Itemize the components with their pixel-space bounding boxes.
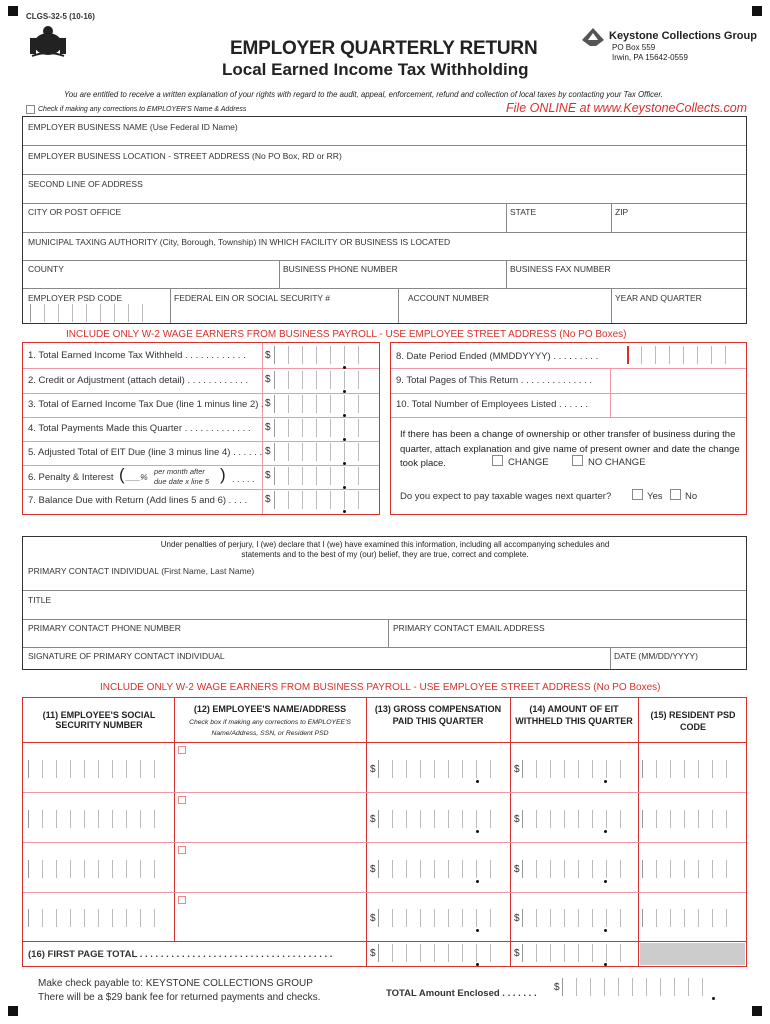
line-3-amount[interactable] bbox=[274, 395, 372, 413]
zip-field[interactable]: ZIP bbox=[615, 207, 629, 217]
total-enclosed-digits[interactable] bbox=[562, 978, 716, 996]
col-psd-header: (15) RESIDENT PSD CODE bbox=[650, 710, 736, 732]
yes-label: Yes bbox=[647, 491, 663, 502]
state-field[interactable]: STATE bbox=[510, 207, 537, 217]
business-name-field[interactable]: EMPLOYER BUSINESS NAME (Use Federal ID Name) bbox=[28, 122, 238, 132]
line-4-dollar: $ bbox=[265, 422, 271, 433]
federal-ein-field[interactable]: FEDERAL EIN OR SOCIAL SECURITY # bbox=[174, 293, 331, 303]
penalty-paren-right: ) bbox=[220, 465, 226, 484]
psd-digits[interactable] bbox=[642, 909, 740, 927]
registration-mark-br bbox=[752, 1006, 762, 1016]
line-9-label: 9. Total Pages of This Return . . . . . . . . . . . . . . bbox=[396, 375, 593, 386]
include-notice-1: INCLUDE ONLY W-2 WAGE EARNERS FROM BUSINESS PAYROLL - USE EMPLOYEE STREET ADDRESS (No PO Boxes) bbox=[66, 329, 627, 340]
business-location-field[interactable]: EMPLOYER BUSINESS LOCATION - STREET ADDRESS (No PO Box, RD or RR) bbox=[28, 151, 342, 161]
change-label: CHANGE bbox=[508, 457, 549, 468]
col-name-header: (12) EMPLOYEE'S NAME/ADDRESS bbox=[193, 704, 347, 714]
total-enclosed-label: TOTAL Amount Enclosed . . . . . . . bbox=[386, 988, 537, 999]
yes-checkbox[interactable] bbox=[632, 489, 643, 500]
form-title: EMPLOYER QUARTERLY RETURN bbox=[230, 38, 538, 59]
first-page-total-label: (16) FIRST PAGE TOTAL . . . . . . . . . . . . . . . . . . . . . . . . . . . . . . . . . . . . . bbox=[28, 949, 333, 960]
employer-corrections-checkbox[interactable] bbox=[26, 105, 35, 114]
penalty-note-1: per month after bbox=[154, 467, 205, 476]
no-checkbox[interactable] bbox=[670, 489, 681, 500]
total-eit-digits[interactable] bbox=[522, 944, 634, 962]
contact-email-field[interactable]: PRIMARY CONTACT EMAIL ADDRESS bbox=[393, 623, 545, 633]
corrections-note: Check if making any corrections to EMPLOYER'S Name & Address bbox=[38, 106, 247, 113]
primary-contact-field[interactable]: PRIMARY CONTACT INDIVIDUAL (First Name, Last Name) bbox=[28, 566, 255, 576]
employee-correction-checkbox[interactable] bbox=[178, 746, 186, 754]
change-checkbox[interactable] bbox=[492, 455, 503, 466]
eit-digits[interactable] bbox=[522, 909, 634, 927]
line-10-label: 10. Total Number of Employees Listed . . . . . . bbox=[396, 399, 589, 410]
psd-total-shaded bbox=[640, 943, 745, 965]
psd-code-field[interactable]: EMPLOYER PSD CODE bbox=[28, 293, 122, 303]
psd-digits[interactable] bbox=[642, 760, 740, 778]
signature-field[interactable]: SIGNATURE OF PRIMARY CONTACT INDIVIDUAL bbox=[28, 651, 225, 661]
line-1-label: 1. Total Earned Income Tax Withheld . . . . . . . . . . . . bbox=[28, 350, 246, 361]
state-seal-logo bbox=[26, 24, 70, 58]
eit-digits[interactable] bbox=[522, 860, 634, 878]
eit-dollar: $ bbox=[514, 764, 520, 775]
municipal-field[interactable]: MUNICIPAL TAXING AUTHORITY (City, Borough, Township) IN WHICH FACILITY OR BUSINESS IS LOCATED bbox=[28, 237, 451, 247]
gross-digits[interactable] bbox=[378, 760, 504, 778]
col-ssn-header: (11) EMPLOYEE'S SOCIAL SECURITY NUMBER bbox=[42, 710, 156, 730]
ownership-text: If there has been a change of ownership or other transfer of business during the quarter, attach explanation and give name of present owner and date the change took place. bbox=[400, 429, 740, 469]
psd-digits[interactable] bbox=[642, 860, 740, 878]
line-5-label: 5. Adjusted Total of EIT Due (line 3 minus line 4) . . . . . . bbox=[28, 447, 263, 458]
company-address-1: PO Box 559 bbox=[612, 43, 656, 52]
psd-digits[interactable] bbox=[642, 810, 740, 828]
eit-digits[interactable] bbox=[522, 810, 634, 828]
form-id: CLGS-32-5 (10-16) bbox=[26, 12, 95, 21]
line-1-dollar: $ bbox=[265, 350, 271, 361]
ssn-digits[interactable] bbox=[28, 810, 168, 828]
gross-dollar: $ bbox=[370, 764, 376, 775]
line-3-label: 3. Total of Earned Income Tax Due (line 1 minus line 2) . bbox=[28, 399, 264, 410]
line-5-amount[interactable] bbox=[274, 443, 372, 461]
gross-digits[interactable] bbox=[378, 909, 504, 927]
employee-correction-checkbox[interactable] bbox=[178, 796, 186, 804]
total-eit-dollar: $ bbox=[514, 948, 520, 959]
eit-digits[interactable] bbox=[522, 760, 634, 778]
registration-mark-tl bbox=[8, 6, 18, 16]
line-4-amount[interactable] bbox=[274, 419, 372, 437]
year-quarter-field[interactable]: YEAR AND QUARTER bbox=[615, 293, 702, 303]
penalty-percent: ___% bbox=[126, 472, 148, 482]
form-subtitle: Local Earned Income Tax Withholding bbox=[222, 60, 529, 79]
line-6-amount[interactable] bbox=[274, 467, 372, 485]
business-phone-field[interactable]: BUSINESS PHONE NUMBER bbox=[283, 264, 398, 274]
no-change-label: NO CHANGE bbox=[588, 457, 646, 468]
line-2-dollar: $ bbox=[265, 374, 271, 385]
line-7-dollar: $ bbox=[265, 494, 271, 505]
account-number-field[interactable]: ACCOUNT NUMBER bbox=[408, 293, 490, 303]
col-name-note: Check box if making any corrections to EMPLOYEE'S Name/Address, SSN, or Resident PSD bbox=[189, 719, 351, 737]
bank-fee-text: There will be a $29 bank fee for returned payments and checks. bbox=[38, 992, 321, 1003]
gross-digits[interactable] bbox=[378, 860, 504, 878]
gross-dollar: $ bbox=[370, 913, 376, 924]
penalty-paren-left: ( bbox=[119, 465, 125, 484]
line-6-label: 6. Penalty & Interest bbox=[28, 472, 114, 483]
col-eit-header: (14) AMOUNT OF EIT WITHHELD THIS QUARTER bbox=[515, 704, 633, 726]
no-change-checkbox[interactable] bbox=[572, 455, 583, 466]
psd-code-digits[interactable] bbox=[30, 304, 156, 320]
gross-dollar: $ bbox=[370, 864, 376, 875]
no-label: No bbox=[685, 491, 698, 502]
line-8-label: 8. Date Period Ended (MMDDYYYY) . . . . . . . . . bbox=[396, 351, 599, 362]
city-field[interactable]: CITY OR POST OFFICE bbox=[28, 207, 122, 217]
registration-mark-bl bbox=[8, 1006, 18, 1016]
file-online-link[interactable]: File ONLINE at www.KeystoneCollects.com bbox=[506, 101, 748, 115]
line-7-amount[interactable] bbox=[274, 491, 372, 509]
ssn-digits[interactable] bbox=[28, 760, 168, 778]
ssn-digits[interactable] bbox=[28, 909, 168, 927]
ssn-digits[interactable] bbox=[28, 860, 168, 878]
line-7-label: 7. Balance Due with Return (Add lines 5 and 6) . . . . bbox=[28, 495, 248, 506]
line-1-amount[interactable] bbox=[274, 346, 372, 364]
date-period-digits[interactable] bbox=[627, 346, 739, 364]
title-field[interactable]: TITLE bbox=[28, 595, 52, 605]
line-2-label: 2. Credit or Adjustment (attach detail) . . . . . . . . . . . . bbox=[28, 375, 249, 386]
keystone-logo-icon bbox=[580, 26, 606, 48]
include-notice-2: INCLUDE ONLY W-2 WAGE EARNERS FROM BUSINESS PAYROLL - USE EMPLOYEE STREET ADDRESS (No PO Boxes) bbox=[100, 682, 661, 693]
company-address-2: Irwin, PA 15642-0559 bbox=[612, 53, 688, 62]
second-line-field[interactable]: SECOND LINE OF ADDRESS bbox=[28, 179, 143, 189]
penalty-dots: . . . . . bbox=[232, 474, 255, 484]
line-5-dollar: $ bbox=[265, 446, 271, 457]
perjury-declaration: Under penalties of perjury, I (we) declare that I (we) have examined this information, including all accompanying schedules and statements and to the best of my (our) belief, they are true, correct and complete. bbox=[160, 540, 610, 559]
business-fax-field[interactable]: BUSINESS FAX NUMBER bbox=[510, 264, 611, 274]
eit-dollar: $ bbox=[514, 864, 520, 875]
line-3-dollar: $ bbox=[265, 398, 271, 409]
county-field[interactable]: COUNTY bbox=[28, 264, 64, 274]
line-2-amount[interactable] bbox=[274, 371, 372, 389]
line-4-label: 4. Total Payments Made this Quarter . . . . . . . . . . . . . bbox=[28, 423, 251, 434]
total-enclosed-dollar: $ bbox=[554, 982, 560, 993]
registration-mark-tr bbox=[752, 6, 762, 16]
penalty-note-2: due date x line 5 bbox=[154, 477, 210, 486]
gross-digits[interactable] bbox=[378, 810, 504, 828]
employee-correction-checkbox[interactable] bbox=[178, 896, 186, 904]
eit-dollar: $ bbox=[514, 913, 520, 924]
company-name: Keystone Collections Group bbox=[609, 30, 757, 42]
contact-phone-field[interactable]: PRIMARY CONTACT PHONE NUMBER bbox=[28, 623, 181, 633]
line-6-dollar: $ bbox=[265, 470, 271, 481]
rights-notice: You are entitled to receive a written explanation of your rights with regard to the audit, appeal, enforcement, refund and collection of local taxes by contacting your Tax Officer. bbox=[64, 90, 663, 99]
gross-dollar: $ bbox=[370, 814, 376, 825]
date-field[interactable]: DATE (MM/DD/YYYY) bbox=[614, 651, 698, 661]
total-gross-dollar: $ bbox=[370, 948, 376, 959]
employee-correction-checkbox[interactable] bbox=[178, 846, 186, 854]
expect-wages-question: Do you expect to pay taxable wages next quarter? bbox=[400, 491, 612, 502]
total-gross-digits[interactable] bbox=[378, 944, 504, 962]
check-payable-text: Make check payable to: KEYSTONE COLLECTIONS GROUP bbox=[38, 978, 313, 989]
eit-dollar: $ bbox=[514, 814, 520, 825]
col-gross-header: (13) GROSS COMPENSATION PAID THIS QUARTER bbox=[374, 704, 502, 726]
